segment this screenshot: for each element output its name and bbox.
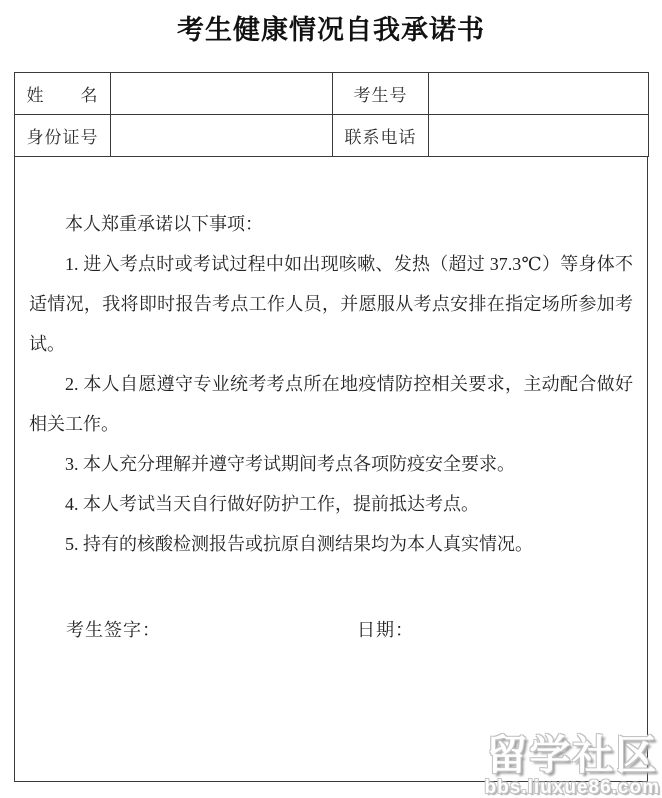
name-field bbox=[111, 73, 333, 115]
commitment-item-3: 3. 本人充分理解并遵守考试期间考点各项防疫安全要求。 bbox=[65, 454, 515, 474]
watermark-site-name: 留学社区 bbox=[486, 732, 659, 778]
commitment-item-5: 5. 持有的核酸检测报告或抗原自测结果均为本人真实情况。 bbox=[65, 534, 533, 554]
candidate-number-field bbox=[429, 73, 649, 115]
phone-field bbox=[429, 115, 649, 157]
commitment-item-1: 1. 进入考点时或考试过程中如出现咳嗽、发热（超过 37.3℃）等身体不适情况，我将即时报告考点工作人员，并愿服从考点安排在指定场所参加考试。 bbox=[29, 254, 633, 354]
phone-label: 联系电话 bbox=[333, 115, 429, 157]
table-row bbox=[15, 73, 649, 115]
id-number-label: 身份证号 bbox=[15, 115, 111, 157]
watermark-site-url: bbs.liuxue86.com bbox=[484, 777, 660, 798]
signature-row bbox=[29, 610, 633, 650]
signature-label: 考生签字： bbox=[66, 620, 161, 640]
table-row bbox=[15, 115, 649, 157]
date-label: 日期： bbox=[357, 620, 414, 640]
page-title: 考生健康情况自我承诺书 bbox=[177, 15, 485, 45]
commitment-body bbox=[14, 156, 648, 782]
commitment-item-4: 4. 本人考试当天自行做好防护工作，提前抵达考点。 bbox=[65, 494, 479, 514]
commitment-item-2: 2. 本人自愿遵守专业统考考点所在地疫情防控相关要求，主动配合做好相关工作。 bbox=[29, 374, 633, 434]
id-number-field bbox=[111, 115, 333, 157]
name-label: 姓 名 bbox=[15, 73, 111, 115]
candidate-info-table bbox=[14, 72, 649, 157]
commitment-intro: 本人郑重承诺以下事项： bbox=[65, 214, 263, 234]
candidate-number-label: 考生号 bbox=[333, 73, 429, 115]
